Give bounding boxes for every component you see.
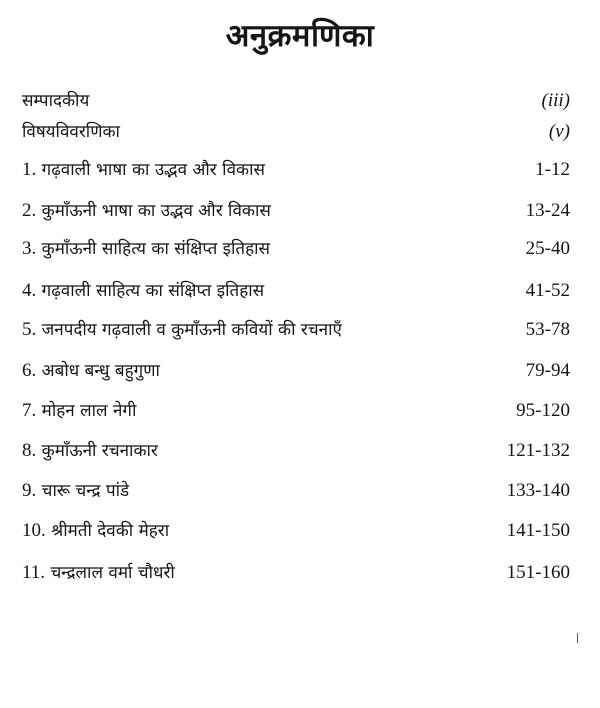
entry-label: कुमाँऊनी भाषा का उद्भव और विकास	[41, 201, 271, 221]
entry-page: (iii)	[541, 90, 570, 111]
chapter-number: 2.	[22, 200, 37, 221]
table-of-contents	[22, 0, 570, 708]
entry-label: चन्द्रलाल वर्मा चौधरी	[50, 563, 175, 583]
entry-label: जनपदीय गढ़वाली व कुमाँऊनी कवियों की रचनाएँ	[41, 320, 342, 340]
entry-pages: 95-120	[516, 400, 570, 421]
entry-pages: 133-140	[506, 480, 570, 501]
entry-label: कुमाँऊनी साहित्य का संक्षिप्त इतिहास	[41, 239, 271, 259]
toc-entry-chapter-10	[22, 516, 570, 546]
toc-entry-chapter-1	[22, 155, 570, 185]
toc-entry-chapter-9	[22, 476, 570, 506]
entry-pages: 141-150	[506, 520, 570, 541]
entry-pages: 79-94	[525, 360, 570, 381]
chapter-number: 11.	[22, 562, 46, 583]
chapter-number: 10.	[22, 520, 46, 541]
entry-page: (v)	[548, 121, 570, 142]
entry-pages: 53-78	[525, 319, 570, 340]
toc-entry-chapter-4	[22, 276, 570, 306]
toc-entry-editorial	[22, 86, 570, 116]
entry-pages: 25-40	[525, 238, 570, 259]
toc-entry-chapter-7	[22, 396, 570, 426]
toc-entry-chapter-6	[22, 356, 570, 386]
chapter-number: 4.	[22, 280, 37, 301]
entry-pages: 41-52	[525, 280, 570, 301]
toc-entry-chapter-11	[22, 558, 570, 588]
chapter-number: 8.	[22, 440, 37, 461]
chapter-number: 6.	[22, 360, 37, 381]
entry-label: गढ़वाली भाषा का उद्भव और विकास	[41, 160, 265, 180]
entry-label: अबोध बन्धु बहुगुणा	[41, 361, 160, 381]
entry-pages: 1-12	[535, 159, 570, 180]
chapter-number: 7.	[22, 400, 37, 421]
entry-pages: 151-160	[506, 562, 570, 583]
chapter-number: 5.	[22, 319, 37, 340]
entry-label: चारू चन्द्र पांडे	[41, 481, 130, 501]
toc-entry-subject-index	[22, 117, 570, 147]
scan-mark	[577, 633, 578, 643]
entry-pages: 121-132	[506, 440, 570, 461]
toc-entry-chapter-5	[22, 315, 570, 345]
entry-label: कुमाँऊनी रचनाकार	[41, 441, 158, 461]
chapter-number: 9.	[22, 480, 37, 501]
entry-label: गढ़वाली साहित्य का संक्षिप्त इतिहास	[41, 281, 265, 301]
chapter-number: 3.	[22, 238, 37, 259]
entry-label: श्रीमती देवकी मेहरा	[51, 521, 170, 541]
entry-label: विषयविवरणिका	[22, 122, 120, 142]
toc-entry-chapter-3	[22, 234, 570, 264]
entry-label: सम्पादकीय	[22, 91, 90, 111]
toc-entry-chapter-8	[22, 436, 570, 466]
toc-entry-chapter-2	[22, 196, 570, 226]
entry-label: मोहन लाल नेगी	[41, 401, 137, 421]
page-title: अनुक्रमणिका	[225, 18, 375, 54]
chapter-number: 1.	[22, 159, 37, 180]
entry-pages: 13-24	[525, 200, 570, 221]
